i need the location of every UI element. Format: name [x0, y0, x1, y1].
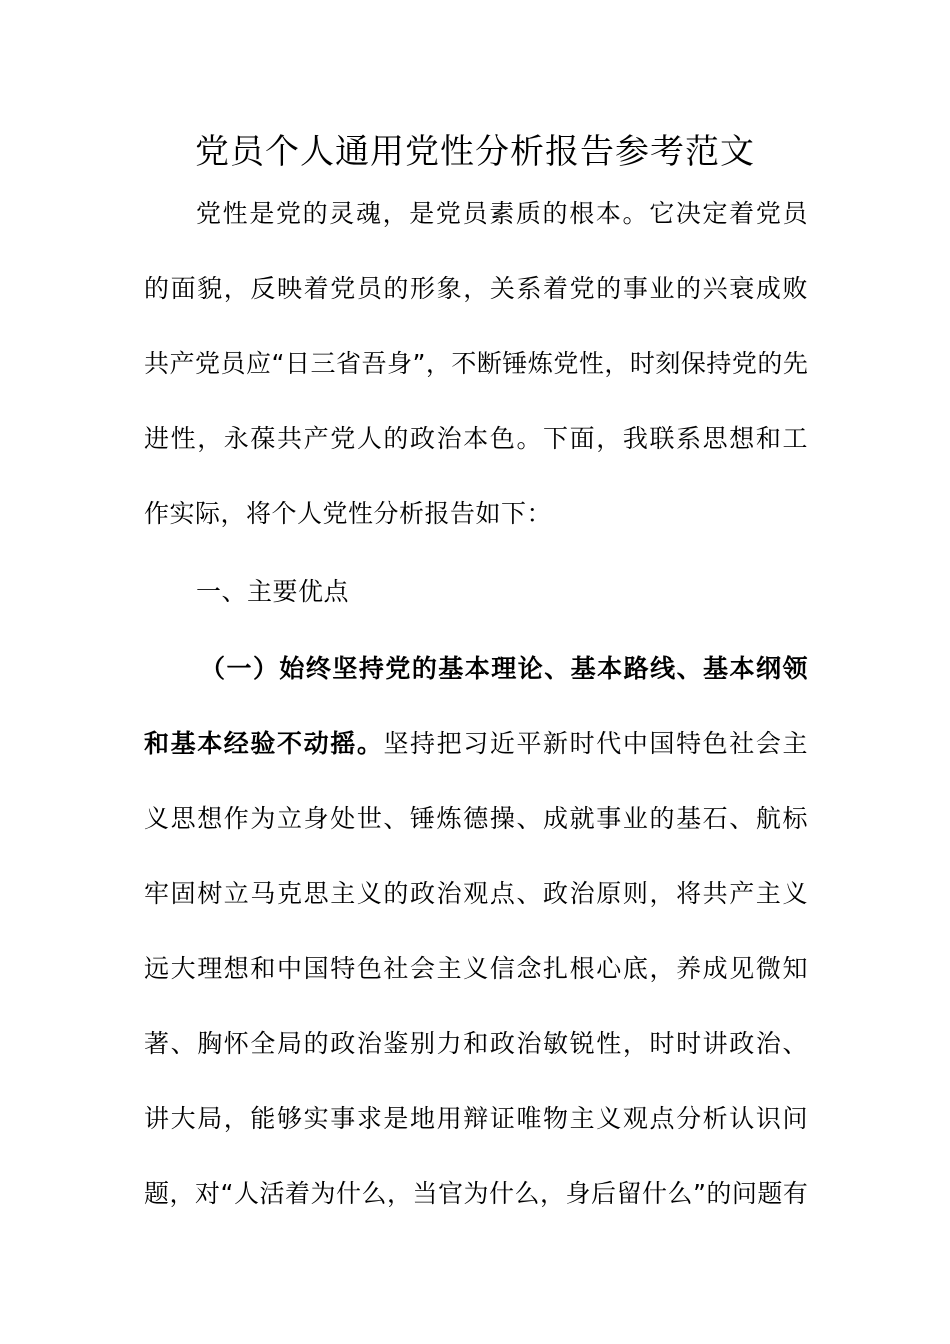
subsection-heading-line-2 — [144, 724, 808, 764]
body-line-6: 题，对“人活着为什么，当官为什么，身后留什么”的问题有 — [144, 1179, 809, 1208]
subsection-heading-bold-tail: 和基本经验不动摇。 — [144, 729, 384, 758]
section-heading: 一、主要优点 — [196, 577, 350, 606]
intro-line-4: 进性，永葆共产党人的政治本色。下面，我联系思想和工 — [144, 424, 808, 453]
body-line-3: 远大理想和中国特色社会主义信念扎根心底，养成见微知 — [144, 954, 808, 983]
intro-line-5: 作实际，将个人党性分析报告如下： — [144, 499, 553, 528]
body-line-5: 讲大局，能够实事求是地用辩证唯物主义观点分析认识问 — [144, 1104, 808, 1133]
subsection-heading-line-1: （一）始终坚持党的基本理论、基本路线、基本纲领 — [200, 654, 808, 683]
intro-line-1: 党性是党的灵魂，是党员素质的根本。它决定着党员 — [196, 199, 808, 228]
intro-line-3: 共产党员应“日三省吾身”，不断锤炼党性，时刻保持党的先 — [144, 349, 809, 378]
body-line-2: 牢固树立马克思主义的政治观点、政治原则，将共产主义 — [144, 879, 808, 908]
body-line-1: 义思想作为立身处世、锤炼德操、成就事业的基石、航标 — [144, 804, 808, 833]
intro-line-2: 的面貌，反映着党员的形象，关系着党的事业的兴衰成败 — [144, 274, 808, 303]
body-line-4: 著、胸怀全局的政治鉴别力和政治敏锐性，时时讲政治、 — [144, 1029, 808, 1058]
document-title: 党员个人通用党性分析报告参考范文 — [195, 132, 755, 172]
subsection-body-start: 坚持把习近平新时代中国特色社会主 — [383, 729, 808, 758]
